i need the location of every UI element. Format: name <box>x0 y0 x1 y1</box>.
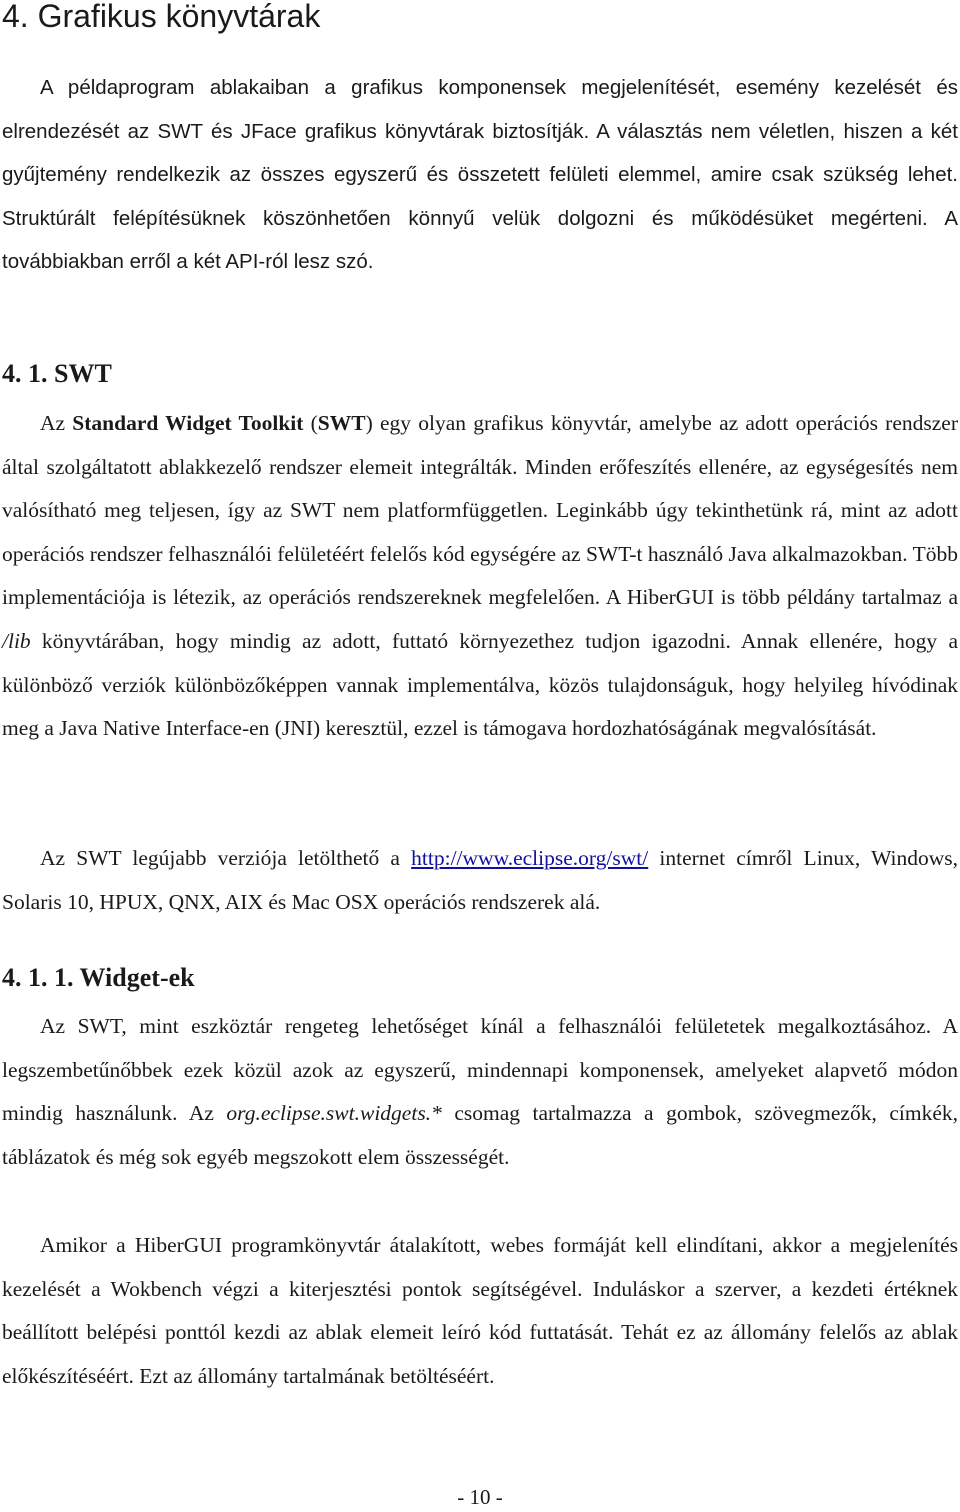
widgets-p1-text-1: Az SWT, mint eszköztár rengeteg lehetőséget kínál a felhasználói felületetek megalkoztásához. A legszembetűnőbbek ezek közül azok az egyszerű, mindennapi komponensek, amelyeket alapvető módon mindig használunk. Az <box>2 1014 958 1126</box>
swt-p1-text-4: könyvtárában, hogy mindig az adott, futtató környezethez tudjon igazodni. Annak ellenére, hogy a különböző verziók különbözőképpen vannak implementálva, közös tulajdonságuk, hogy helyileg hívódinak meg a Java Native Interface-en (JNI) keresztül, ezzel is támogava hordozhatóságának megvalósítását. <box>2 628 958 741</box>
swt-p1-text-3: ) egy olyan grafikus könyvtár, amelybe az adott operációs rendszer által szolgáltatott ablakkezelő rendszer elemeit integrálták. Minden erőfeszítés ellenére, az egységesítés nem valósítható meg teljesen, így az SWT nem platformfüggetlen. Leginkább úgy tekinthetünk rá, mint az adott operációs rendszer felhasználói felületéért felelős kód egységére az SWT-t használó Java alkalmazokban. Több implementációja is létezik, az operációs rendszereknek megfelelően. A HiberGUI is több példány tartalmaz a <box>2 411 958 610</box>
swt-p2-text-2: internet címről Linux, Windows, Solaris 10, HPUX, QNX, AIX és Mac OSX operációs rendszerek alá. <box>2 846 959 914</box>
widgets-paragraph-2: Amikor a HiberGUI programkönyvtár átalakított, webes formáját kell elindítani, akkor a megjelenítés kezelését a Wokbench végzi a kiterjesztési pontok segítségével. Induláskor a szerver, a kezdeti értéknek beállított belépési ponttól kezdi az ablak elemeit leíró kód futtatását. Tehát ez az állomány felelős az ablak előkészítéséért. Ezt az állomány tartalmának betöltéséért. <box>2 1233 958 1388</box>
swt-p2-text-1: Az SWT legújabb verziója letölthető a <box>40 846 412 870</box>
swt-term-standard-widget-toolkit: Standard Widget Toolkit <box>72 411 304 435</box>
chapter-title: 4. Grafikus könyvtárak <box>2 0 321 34</box>
widgets-paragraph-1 <box>2 1005 958 1179</box>
section-heading-swt: 4. 1. SWT <box>2 359 112 388</box>
swt-download-link[interactable]: http://www.eclipse.org/swt/ <box>411 846 649 870</box>
intro-paragraph <box>2 66 958 284</box>
swt-p1-text-2: ( <box>303 411 318 435</box>
section-heading-widgets: 4. 1. 1. Widget-ek <box>2 963 195 992</box>
widgets-package-name: org.eclipse.swt.widgets.* <box>226 1101 442 1126</box>
page-number: - 10 - <box>457 1485 503 1509</box>
swt-lib-path: /lib <box>2 628 31 653</box>
swt-paragraph-2 <box>2 837 958 924</box>
intro-text-1: A példaprogram ablakaiban a grafikus komponensek megjelenítését, esemény kezelését és elrendezését az SWT és JFace grafikus könyvtárak biztosítják. A választás nem véletlen, hiszen a két gyűjtemény rendelkezik az összes egyszerű és összetett felületi elemmel, amire csak szükség lehet. <box>2 76 958 186</box>
swt-p1-text-1: Az <box>40 411 73 435</box>
swt-term-swt: SWT <box>317 411 366 435</box>
intro-text-2: Struktúrált felépítésüknek köszönhetően könnyű velük dolgozni és működésüket megérteni. A továbbiakban erről a két API-ról lesz szó. <box>2 206 958 273</box>
swt-paragraph-1 <box>2 402 958 751</box>
widgets-p1-text-2: csomag tartalmazza a gombok, szövegmezők, címkék, táblázatok és még sok egyéb megszokott elem összességét. <box>2 1101 959 1169</box>
